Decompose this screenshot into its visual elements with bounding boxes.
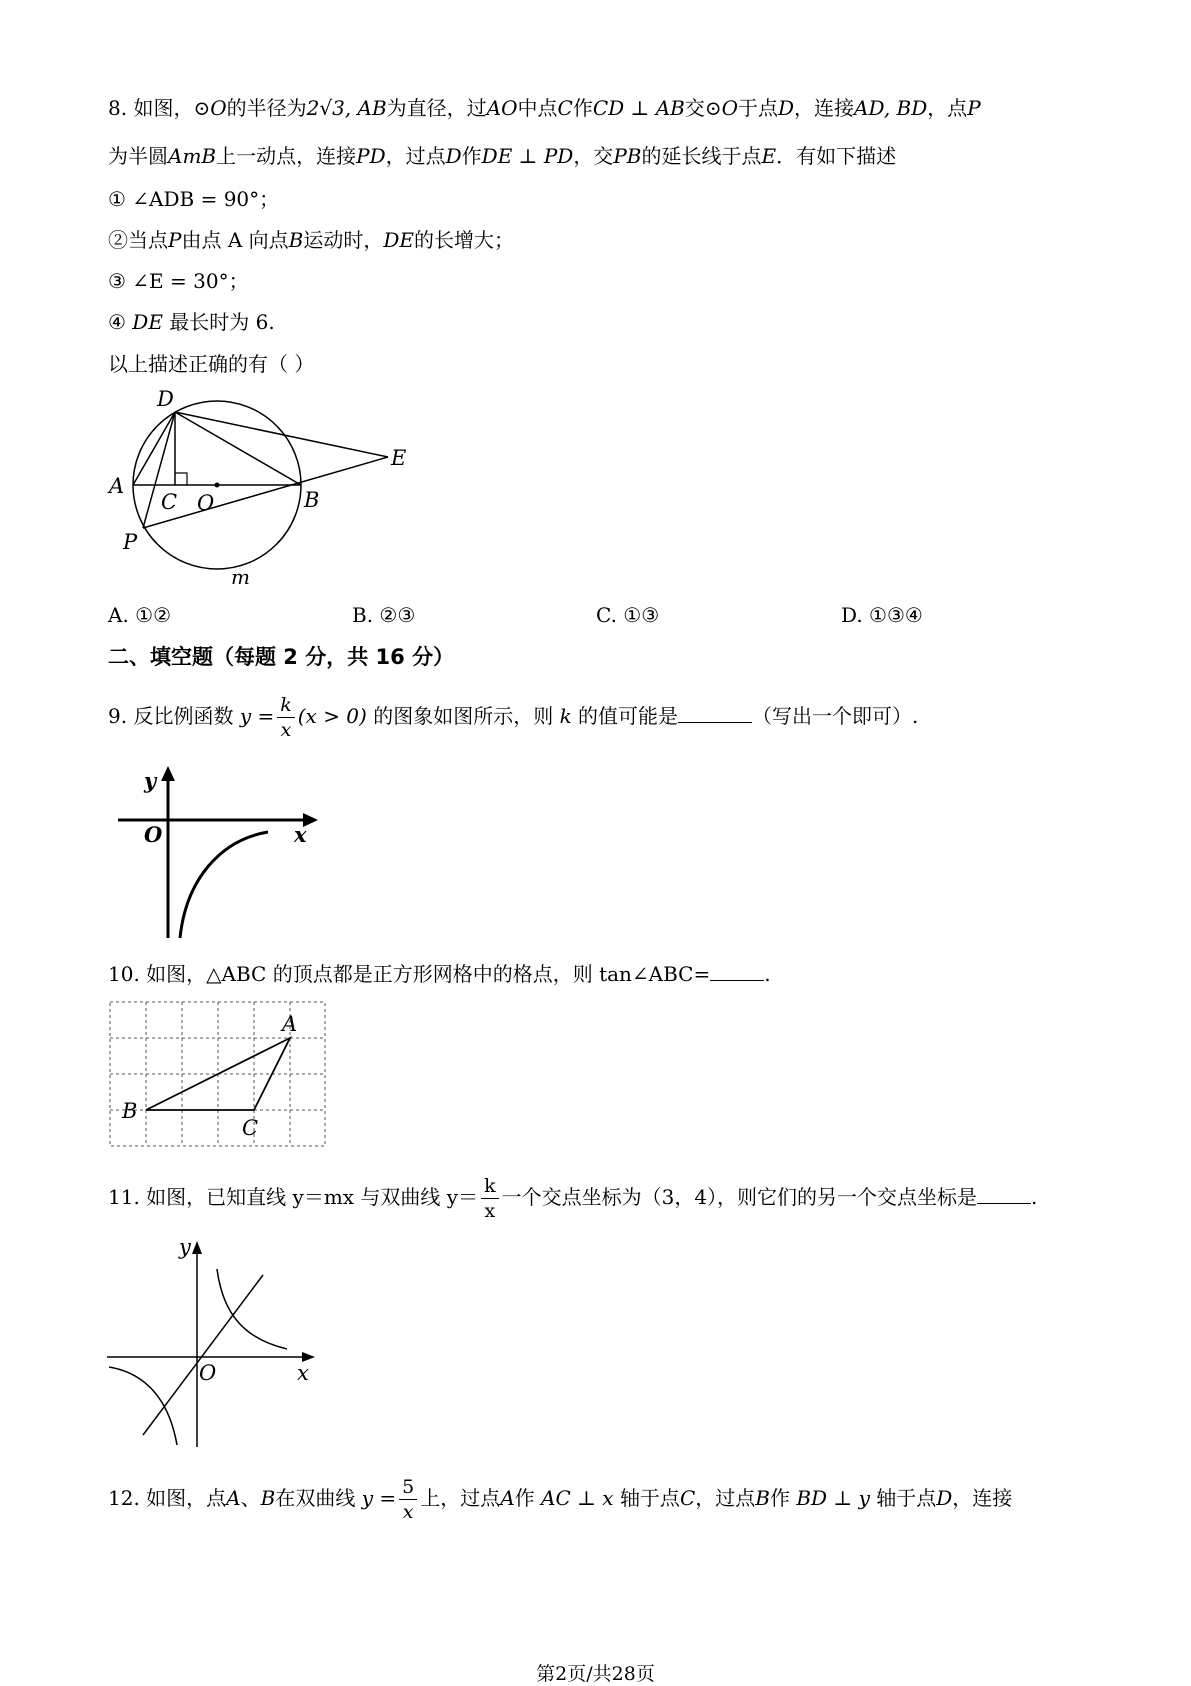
text: 10. 如图，△ABC 的顶点都是正方形网格中的格点，则 tan∠ABC= bbox=[108, 962, 711, 986]
label-o: O bbox=[144, 822, 163, 847]
hyperbola-branch-2 bbox=[109, 1367, 177, 1445]
label-x: x bbox=[297, 1361, 309, 1385]
math: BD ⊥ y bbox=[796, 1486, 870, 1510]
q10-grid-figure bbox=[108, 1000, 328, 1150]
option-a: A. ①② bbox=[108, 603, 172, 627]
text: . bbox=[1031, 1185, 1038, 1209]
q8-statement-2 bbox=[108, 226, 514, 254]
math: AD, BD bbox=[854, 96, 928, 120]
denominator: x bbox=[280, 718, 292, 741]
label-b: B bbox=[122, 1099, 138, 1123]
numerator: k bbox=[481, 1177, 499, 1199]
section-heading: 二、填空题（每题 2 分，共 16 分） bbox=[108, 645, 455, 669]
label-c: C bbox=[242, 1116, 259, 1140]
label-a: A bbox=[109, 474, 125, 498]
label-m: m bbox=[231, 565, 250, 589]
text: 作 bbox=[572, 96, 593, 120]
q10-text bbox=[108, 960, 771, 988]
label-y: y bbox=[179, 1235, 191, 1259]
q8-statement-4 bbox=[108, 308, 275, 336]
numerator: k bbox=[277, 696, 295, 718]
math: P bbox=[168, 228, 182, 252]
center-dot bbox=[215, 483, 220, 488]
text: 的图象如图所示，则 bbox=[373, 704, 554, 728]
math: B bbox=[288, 228, 304, 252]
right-angle-mark bbox=[175, 473, 187, 485]
text: 于点 bbox=[738, 96, 778, 120]
q11-line-hyperbola-figure bbox=[105, 1235, 320, 1455]
page-footer: 第2页/共28页 bbox=[536, 1663, 655, 1685]
math: A bbox=[226, 1486, 241, 1510]
answer-blank bbox=[977, 1185, 1031, 1204]
q8-statement-3: ③ ∠E = 30°； bbox=[108, 269, 249, 293]
q8-circle-figure bbox=[105, 385, 420, 590]
y-axis-arrow bbox=[161, 766, 175, 781]
segment-ad bbox=[133, 412, 175, 485]
q11-text bbox=[108, 1170, 1037, 1224]
label-o: O bbox=[197, 491, 215, 515]
math: P bbox=[967, 96, 981, 120]
text: 上，过点 bbox=[420, 1486, 501, 1510]
math: ⊙O bbox=[704, 96, 738, 120]
text: 作 bbox=[461, 144, 482, 168]
text: ，点 bbox=[927, 96, 968, 120]
text: 运动时， bbox=[303, 228, 384, 252]
denominator: x bbox=[402, 1500, 414, 1523]
fraction bbox=[277, 693, 295, 741]
q9-hyperbola-figure bbox=[110, 760, 325, 945]
answer-blank bbox=[710, 962, 764, 981]
numerator: 5 bbox=[399, 1478, 417, 1500]
text: 为半圆 bbox=[108, 144, 168, 168]
option-b: B. ②③ bbox=[352, 603, 416, 627]
math: (x > 0) bbox=[297, 704, 367, 728]
label-d: D bbox=[157, 387, 174, 411]
label-e: E bbox=[391, 446, 407, 470]
text: （写出一个即可）. bbox=[752, 704, 919, 728]
math: C bbox=[557, 96, 573, 120]
math: AC ⊥ x bbox=[541, 1486, 614, 1510]
label-c: C bbox=[161, 490, 178, 514]
text: 为直径，过 bbox=[386, 96, 487, 120]
text: ．有如下描述 bbox=[776, 144, 897, 168]
q8-statement-1: ① ∠ADB = 90°； bbox=[108, 187, 280, 211]
text: ④ bbox=[108, 310, 126, 334]
math: AO bbox=[486, 96, 518, 120]
text: 的长增大； bbox=[413, 228, 514, 252]
label-y: y bbox=[144, 768, 157, 793]
math: A bbox=[500, 1486, 515, 1510]
q8-line1 bbox=[108, 94, 981, 122]
y-axis-arrow bbox=[192, 1241, 202, 1254]
text: 11. 如图，已知直线 y＝mx 与双曲线 y＝ bbox=[108, 1185, 479, 1209]
q8-line2 bbox=[108, 142, 896, 170]
label-x: x bbox=[294, 822, 307, 847]
math: B bbox=[260, 1486, 276, 1510]
text: 的值可能是 bbox=[578, 704, 679, 728]
text: 作 bbox=[514, 1486, 535, 1510]
line-y-mx bbox=[143, 1275, 263, 1435]
text: 轴于点 bbox=[619, 1486, 680, 1510]
math: ⊙O bbox=[193, 96, 227, 120]
math: E bbox=[761, 144, 777, 168]
math: PD bbox=[356, 144, 386, 168]
segment-de bbox=[175, 412, 388, 457]
denominator: x bbox=[484, 1199, 496, 1222]
text: 由点 A 向点 bbox=[181, 228, 289, 252]
option-c: C. ①③ bbox=[596, 603, 660, 627]
text: 中点 bbox=[517, 96, 558, 120]
text: 作 bbox=[769, 1486, 790, 1510]
fraction bbox=[481, 1174, 499, 1222]
math: D bbox=[778, 96, 795, 120]
math: AmB bbox=[168, 144, 217, 168]
text: 上一动点，连接 bbox=[216, 144, 357, 168]
text: 最长时为 6. bbox=[169, 310, 275, 334]
text: 的延长线于点 bbox=[641, 144, 762, 168]
q8-prompt: 以上描述正确的有（ ） bbox=[108, 352, 315, 376]
math: CD ⊥ AB bbox=[592, 96, 685, 120]
math: k bbox=[559, 704, 572, 728]
text: 一个交点坐标为（3，4），则它们的另一个交点坐标是 bbox=[501, 1185, 978, 1209]
segment-bd bbox=[175, 412, 301, 485]
label-o: O bbox=[199, 1361, 217, 1385]
math: C bbox=[679, 1486, 696, 1510]
math: DE ⊥ PD bbox=[481, 144, 574, 168]
math: PB bbox=[613, 144, 642, 168]
math: y = bbox=[361, 1486, 397, 1510]
hyperbola-curve bbox=[180, 832, 268, 938]
label-b: B bbox=[304, 488, 320, 512]
math: B bbox=[755, 1486, 770, 1510]
q9-text bbox=[108, 692, 918, 740]
hyperbola-branch-1 bbox=[217, 1269, 287, 1349]
math: D bbox=[445, 144, 462, 168]
text: 交 bbox=[684, 96, 705, 120]
label-p: P bbox=[123, 530, 138, 554]
text: ，连接 bbox=[952, 1486, 1013, 1510]
q12-text bbox=[108, 1471, 1012, 1525]
text: 、 bbox=[240, 1486, 261, 1510]
text: . bbox=[764, 962, 771, 986]
text: 在双曲线 bbox=[275, 1486, 356, 1510]
answer-blank bbox=[678, 704, 752, 723]
text: ，过点 bbox=[695, 1486, 756, 1510]
fraction bbox=[399, 1475, 417, 1523]
text: 12. 如图，点 bbox=[108, 1486, 227, 1510]
text: 的半径为 bbox=[226, 96, 307, 120]
math: 2√3, AB bbox=[306, 96, 387, 120]
option-d: D. ①③④ bbox=[841, 603, 923, 627]
text: ②当点 bbox=[108, 228, 168, 252]
math: DE bbox=[383, 228, 414, 252]
label-a: A bbox=[282, 1012, 298, 1036]
text: ，连接 bbox=[794, 96, 855, 120]
text: 8. 如图， bbox=[108, 96, 194, 120]
math: y = bbox=[239, 704, 275, 728]
text: 轴于点 bbox=[876, 1486, 937, 1510]
text: ，交 bbox=[573, 144, 614, 168]
text: 9. 反比例函数 bbox=[108, 704, 234, 728]
math: DE bbox=[132, 310, 163, 334]
text: ，过点 bbox=[385, 144, 446, 168]
math: D bbox=[936, 1486, 953, 1510]
segment-pe bbox=[143, 457, 388, 528]
